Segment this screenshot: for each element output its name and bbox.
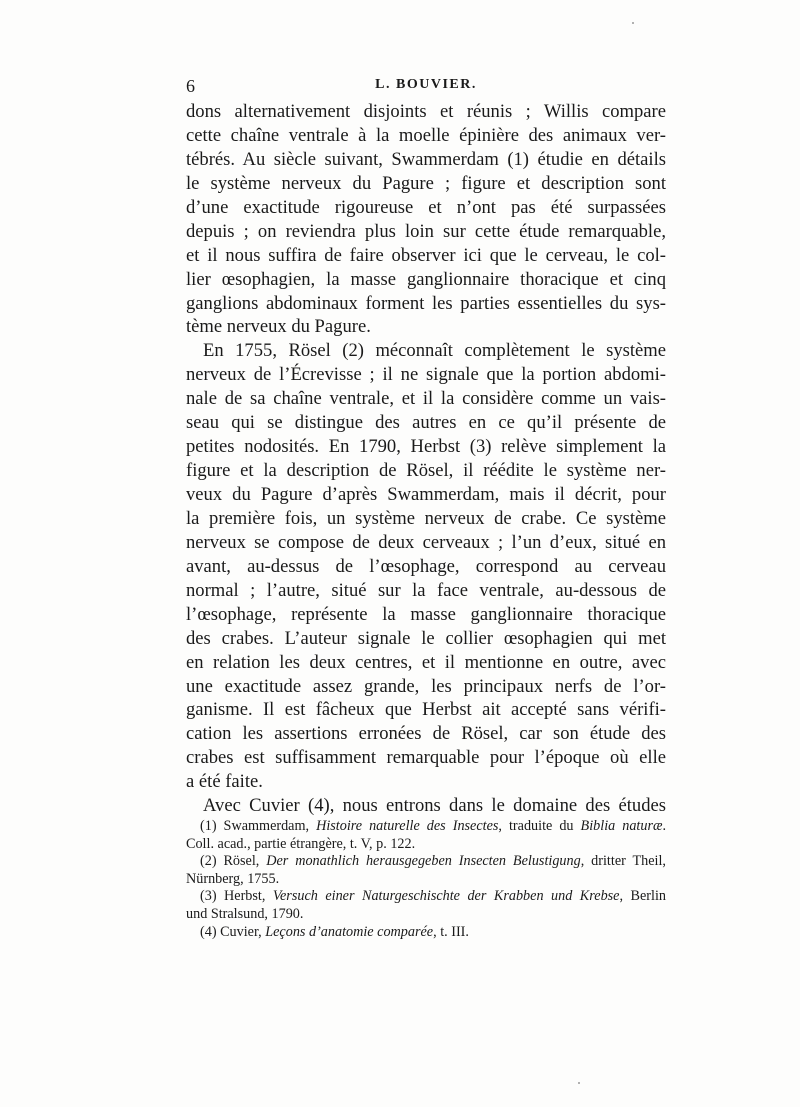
- footnote-1-cont: Coll. acad., partie étrangère, t. V, p. 122.: [186, 835, 416, 852]
- body-text: [186, 100, 666, 818]
- text-line: d’une exactitude rigoureuse et n’ont pas été surpassées: [186, 196, 666, 218]
- footnote-2: (2) Rösel, Der monathlich herausgegeben Insecten Belustigung, dritter Theil,: [200, 853, 666, 870]
- text-line: des crabes. L’auteur signale le collier œsophagien qui met: [186, 627, 666, 649]
- text-line: depuis ; on reviendra plus loin sur cette étude remarquable,: [186, 220, 666, 242]
- text-line: et il nous suffira de faire observer ici que le cerveau, le col-: [186, 244, 666, 266]
- text-line: veux du Pagure d’après Swammerdam, mais il décrit, pour: [186, 484, 666, 505]
- footnote-4: (4) Cuvier, Leçons d’anatomie comparée, t. III.: [200, 923, 469, 940]
- text-line: cation les assertions erronées de Rösel, car son étude des: [186, 723, 666, 745]
- text-line: crabes est suffisamment remarquable pour l’époque où elle: [186, 747, 666, 769]
- running-head: L. BOUVIER.: [375, 77, 477, 92]
- text-line: avant, au-dessus de l’œsophage, correspond au cerveau: [186, 555, 666, 577]
- text-line: ganglions abdominaux forment les parties essentielles du sys-: [186, 292, 666, 314]
- text-line: tébrés. Au siècle suivant, Swammerdam (1) étudie en détails: [186, 148, 666, 170]
- text-line: en relation les deux centres, et il mentionne en outre, avec: [186, 651, 666, 673]
- text-line: le système nerveux du Pagure ; figure et description sont: [186, 172, 666, 194]
- text-line: l’œsophage, représente la masse ganglionnaire thoracique: [186, 603, 666, 625]
- text-line: cette chaîne ventrale à la moelle épinière des animaux ver-: [186, 124, 666, 146]
- footnote-3: (3) Herbst, Versuch einer Naturgeschischte der Krabben und Krebse, Berlin: [200, 888, 666, 905]
- paper-speck: [632, 22, 634, 24]
- text-line: Avec Cuvier (4), nous entrons dans le domaine des études: [203, 795, 666, 817]
- footnotes: [186, 818, 666, 941]
- text-line: la première fois, un système nerveux de crabe. Ce système: [186, 507, 666, 529]
- page-number: 6: [186, 76, 195, 96]
- text-line: tème nerveux du Pagure.: [186, 316, 371, 338]
- text-line: seau qui se distingue des autres en ce qu’il présente de: [186, 412, 666, 434]
- footnote-1: (1) Swammerdam, Histoire naturelle des Insectes, traduite du Biblia naturæ.: [200, 818, 666, 834]
- paper-speck: [578, 1082, 580, 1084]
- text-line: lier œsophagien, la masse ganglionnaire thoracique et cinq: [186, 268, 666, 290]
- text-line: a été faite.: [186, 771, 263, 793]
- text-line: dons alternativement disjoints et réunis ; Willis compare: [186, 101, 666, 122]
- text-line: normal ; l’autre, situé sur la face ventrale, au-dessous de: [186, 579, 666, 601]
- text-line: petites nodosités. En 1790, Herbst (3) relève simplement la: [186, 436, 666, 458]
- text-line: nerveux de l’Écrevisse ; il ne signale que la portion abdomi-: [186, 364, 666, 386]
- footnote-2-cont: Nürnberg, 1755.: [186, 870, 280, 887]
- text-line: nerveux se compose de deux cerveaux ; l’un d’eux, situé en: [186, 531, 666, 553]
- page-header: [186, 76, 666, 100]
- text-line: une exactitude assez grande, les principaux nerfs de l’or-: [186, 675, 666, 697]
- footnote-3-cont: und Stralsund, 1790.: [186, 905, 304, 922]
- text-line: nale de sa chaîne ventrale, et il la considère comme un vais-: [186, 388, 666, 410]
- text-line: En 1755, Rösel (2) méconnaît complètement le système: [203, 340, 666, 362]
- text-line: ganisme. Il est fâcheux que Herbst ait accepté sans vérifi-: [186, 699, 666, 721]
- text-line: figure et la description de Rösel, il réédite le système ner-: [186, 460, 666, 482]
